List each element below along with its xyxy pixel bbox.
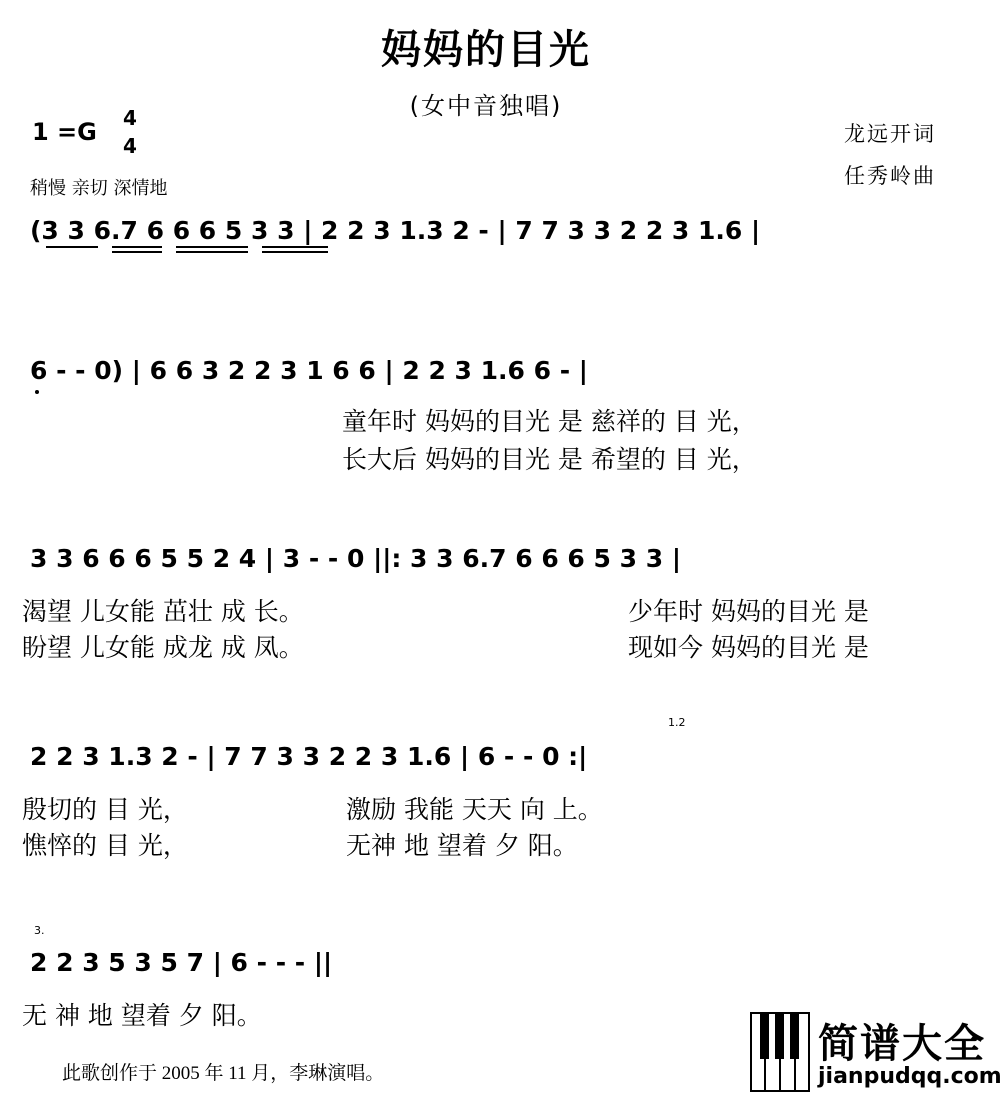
underline [112, 251, 162, 253]
volta-3-label: 3. [34, 924, 45, 937]
underline [262, 246, 328, 248]
song-title: 妈妈的目光 [381, 27, 591, 73]
underline [176, 246, 248, 248]
lyric-row-2-verse-2: 长大后 妈妈的目光 是 希望的 目 光， [342, 445, 757, 474]
lyricist-credit: 龙远开词 [844, 122, 936, 146]
lyric-row-4-mid-verse-1: 激励 我能 天天 向 上。 [346, 795, 603, 824]
notation-row-1: (3 3 6.7 6 6 6 5 3 3 | 2 2 3 1.3 2 - | 7 7 3 3 2 2 3 1.6 | [30, 216, 761, 245]
underline [176, 251, 248, 253]
song-subtitle: (女中音独唱) [409, 92, 563, 120]
notation-row-2: 6 - - 0) | 6 6 3 2 2 3 1 6 6 | 2 2 3 1.6 6 - | [30, 356, 588, 385]
underline [112, 246, 162, 248]
lyric-row-2-verse-1: 童年时 妈妈的目光 是 慈祥的 目 光， [342, 407, 757, 436]
time-signature-bottom: 4 [123, 134, 137, 158]
composer-credit: 任秀岭曲 [844, 164, 936, 188]
lyric-row-3-verse-2: 盼望 儿女能 成龙 成 凤。 [22, 633, 304, 662]
tempo-marking: 稍慢 亲切 深情地 [30, 178, 168, 199]
time-signature [120, 104, 140, 160]
logo-url: jianpudqq.com [818, 1064, 1002, 1089]
lyric-row-3-right-verse-2: 现如今 妈妈的目光 是 [628, 633, 869, 662]
lyric-row-4-verse-1: 殷切的 目 光， [22, 795, 188, 824]
volta-bracket-label: 1.2 [668, 716, 686, 729]
underline [46, 246, 98, 248]
low-octave-dot [35, 390, 39, 394]
lyric-row-3-right-verse-1: 少年时 妈妈的目光 是 [628, 597, 869, 626]
notation-row-3: 3 3 6 6 6 5 5 2 4 | 3 - - 0 ||: 3 3 6.7 6 6 6 5 3 3 | [30, 544, 681, 573]
piano-keys-logo-icon [750, 1012, 810, 1096]
lyric-row-4-mid-verse-2: 无神 地 望着 夕 阳。 [346, 831, 578, 860]
lyric-row-3-verse-1: 渴望 儿女能 茁壮 成 长。 [22, 597, 304, 626]
notation-row-5: 2 2 3 5 3 5 7 | 6 - - - || [30, 948, 333, 977]
logo-text: 简谱大全 [818, 1021, 986, 1067]
key-signature: 1 =G [32, 118, 97, 146]
underline [262, 251, 328, 253]
lyric-row-4-verse-2: 憔悴的 目 光， [22, 831, 188, 860]
time-signature-top: 4 [123, 106, 137, 130]
lyric-row-5: 无 神 地 望着 夕 阳。 [22, 1001, 262, 1030]
notation-row-4: 2 2 3 1.3 2 - | 7 7 3 3 2 2 3 1.6 | 6 - - 0 :| [30, 742, 588, 771]
footer-note: 此歌创作于 2005 年 11 月，李琳演唱。 [62, 1063, 385, 1084]
